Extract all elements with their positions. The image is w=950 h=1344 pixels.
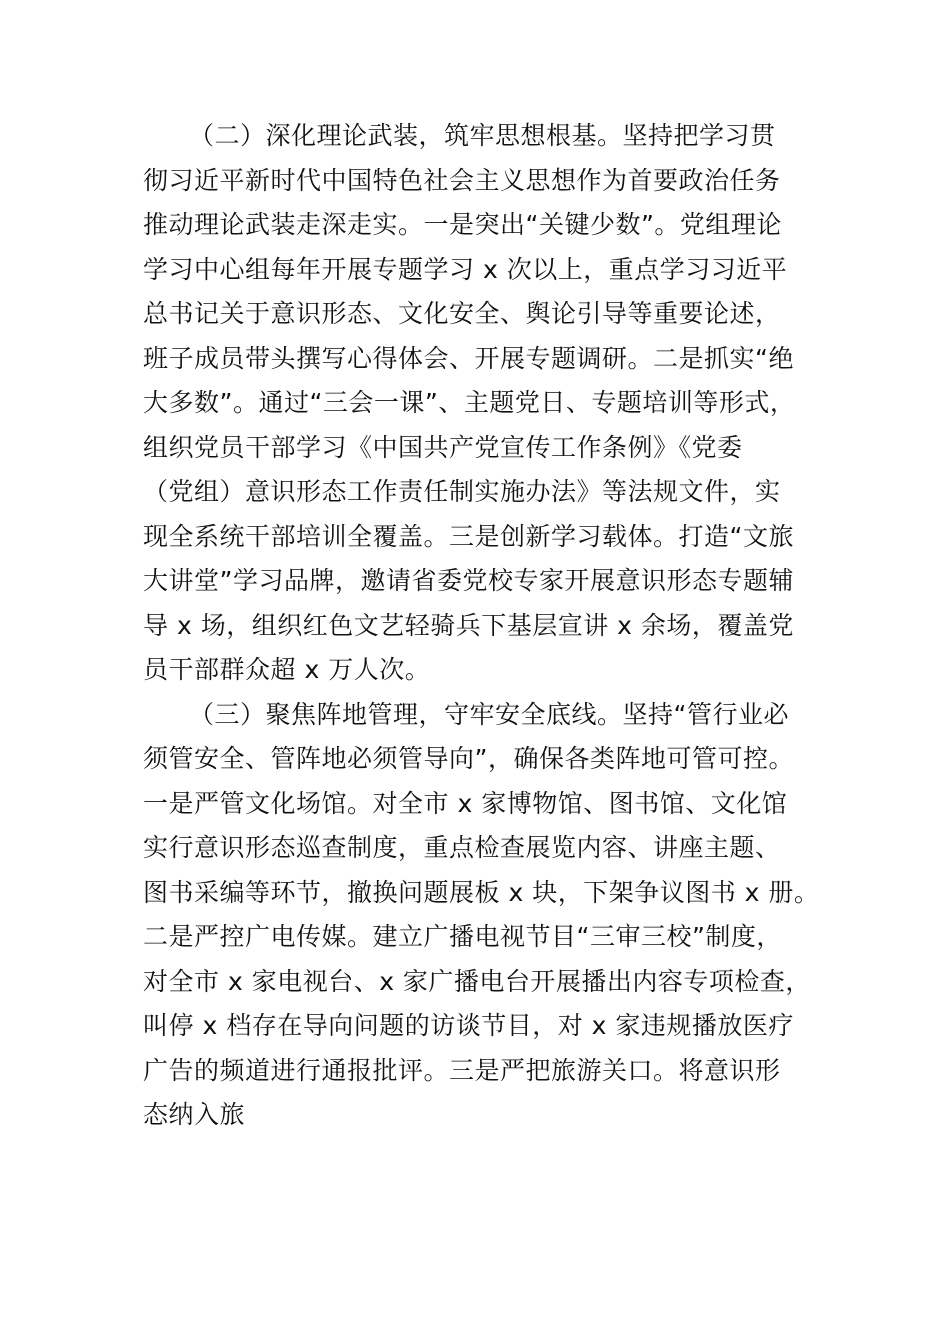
paragraph-line: （二）深化理论武装，筑牢思想根基。坚持把学习贯: [189, 121, 776, 150]
paragraph-3: [143, 693, 823, 1138]
paragraph-line: 现全系统干部培训全覆盖。三是创新学习载体。打造“文旅: [143, 521, 794, 551]
paragraph-line: 班子成员带头撰写心得体会、开展专题调研。二是抓实“绝: [143, 343, 794, 373]
paragraph-line: 学习中心组每年开展专题学习 x 次以上，重点学习习近平: [143, 254, 788, 284]
paragraph-line: 叫停 x 档存在导向问题的访谈节目，对 x 家违规播放医疗: [143, 1011, 794, 1040]
paragraph-line: （党组）意识形态工作责任制实施办法》等法规文件，实: [143, 477, 781, 506]
paragraph-line: 大讲堂”学习品牌，邀请省委党校专家开展意识形态专题辅: [143, 566, 794, 595]
paragraph-line: 导 x 场，组织红色文艺轻骑兵下基层宣讲 x 余场，覆盖党: [143, 610, 794, 640]
paragraph-line: 彻习近平新时代中国特色社会主义思想作为首要政治任务: [143, 165, 781, 195]
paragraph-line: 总书记关于意识形态、文化安全、舆论引导等重要论述，: [143, 299, 781, 328]
document-body: [143, 114, 823, 1138]
paragraph-line: （三）聚焦阵地管理，守牢安全底线。坚持“管行业必: [189, 699, 789, 729]
paragraph-line: 员干部群众超 x 万人次。: [143, 655, 431, 684]
paragraph-line: 实行意识形态巡查制度，重点检查展览内容、讲座主题、: [143, 833, 781, 862]
paragraph-line: 推动理论武装走深走实。一是突出“关键少数”。党组理论: [143, 210, 782, 239]
paragraph-2: [143, 114, 823, 693]
paragraph-line: 须管安全、管阵地必须管导向”，确保各类阵地可管可控。: [143, 744, 794, 773]
paragraph-line: 二是严控广电传媒。建立广播电视节目“三审三校”制度，: [143, 922, 782, 951]
paragraph-line: 对全市 x 家电视台、x 家广播电台开展播出内容专项检查，: [143, 966, 811, 996]
paragraph-line: 图书采编等环节，撤换问题展板 x 块，下架争议图书 x 册。: [143, 877, 820, 907]
paragraph-line: 组织党员干部学习《中国共产党宣传工作条例》《党委: [143, 432, 743, 462]
paragraph-line: 广告的频道进行通报批评。三是严把旅游关口。将意识形: [143, 1055, 781, 1085]
paragraph-line: 大多数”。通过“三会一课”、主题党日、专题培训等形式，: [143, 388, 796, 417]
paragraph-line: 一是严管文化场馆。对全市 x 家博物馆、图书馆、文化馆: [143, 788, 788, 818]
paragraph-line: 态纳入旅: [143, 1100, 246, 1129]
